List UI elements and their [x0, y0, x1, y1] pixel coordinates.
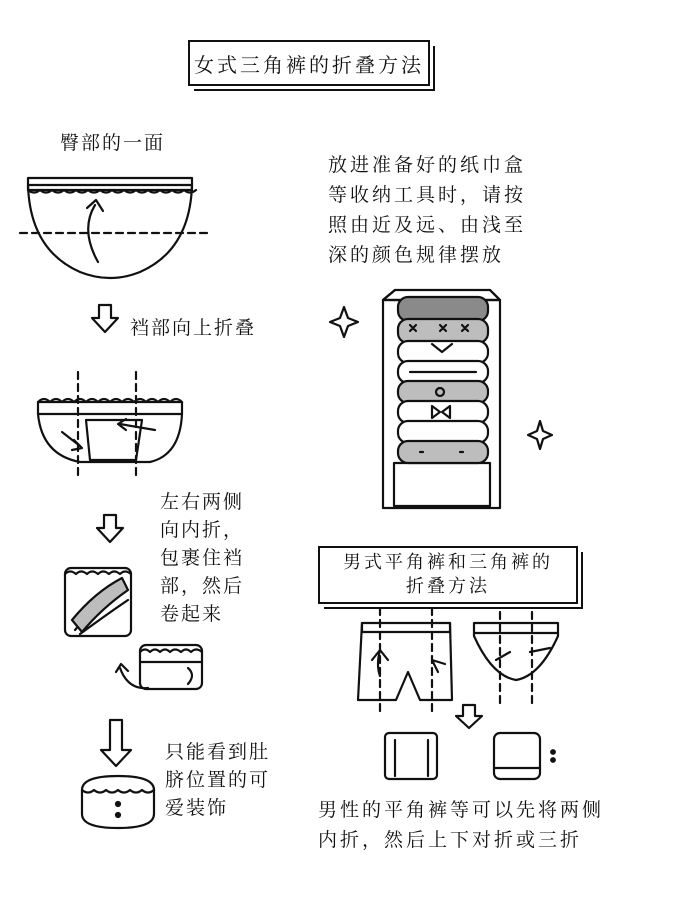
finished-briefs-illustration [82, 776, 154, 828]
down-arrow-3-icon [101, 720, 131, 766]
down-arrow-2-icon [97, 515, 123, 542]
boxers-illustration [358, 608, 452, 715]
step3-label: 左右两侧 向内折， 包裹住裆 部，然后 卷起来 [160, 491, 245, 625]
folded-boxers-illustration [385, 733, 437, 779]
storage-box-illustration [383, 290, 500, 508]
women-folding-title-text: 女式三角裤的折叠方法 [194, 52, 424, 77]
men-caption: 男性的平角裤等可以先将两侧 内折，然后上下对折或三折 [318, 799, 605, 851]
down-arrow-1-icon [92, 305, 118, 332]
down-arrow-4-icon [456, 705, 482, 728]
storage-tip-text: 放进准备好的纸巾盒 等收纳工具时，请按 照由近及远、由浅至 深的颜色规律摆放 [328, 154, 527, 266]
step2-label: 裆部向上折叠 [130, 317, 257, 339]
side-fold-illustration [65, 568, 131, 636]
briefs-back-illustration [20, 178, 210, 278]
step4-label: 只能看到肚 脐位置的可 爱装饰 [165, 741, 271, 819]
crotch-fold-illustration [38, 372, 182, 480]
sparkle-icon [330, 307, 358, 337]
rolled-briefs-illustration [116, 645, 202, 689]
sparkle-icon [528, 421, 552, 449]
folded-briefs-illustration [494, 733, 555, 779]
men-folding-title-text: 男式平角裤和三角裤的 折叠方法 [343, 552, 553, 597]
men-briefs-illustration [474, 612, 558, 706]
step1-label: 臀部的一面 [60, 132, 166, 154]
